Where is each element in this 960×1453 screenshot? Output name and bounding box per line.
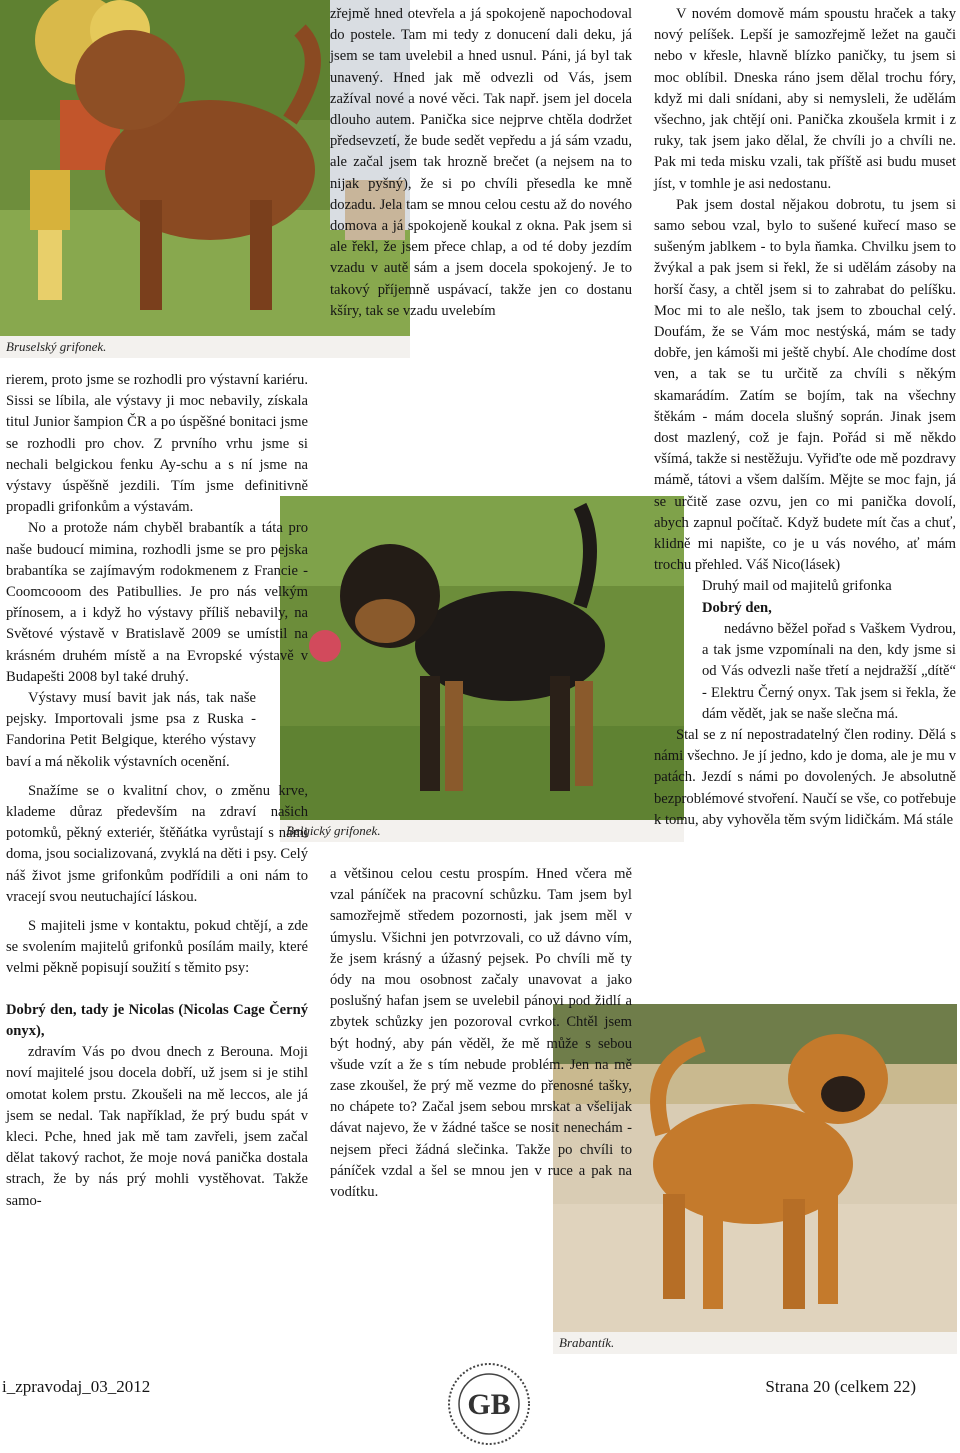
paragraph: rierem, proto jsme se rozhodli pro výstavní kariéru. Sissi se líbila, ale výstavy ji moc nebavily, získala titul Junior šampion ČR a po úspěšné bonitaci jsme se rozhodli pro chov. Z prvního vrhu jsme si nechali belgickou fenku Ay-schu a s ní jsme na výstavy úspěšně jezdili. Tím jsme definitivně propadli grifonkům a výstavám.: [6, 372, 308, 516]
text-column-2-bottom: [330, 864, 632, 1203]
club-logo: [445, 1360, 533, 1448]
paragraph: zřejmě hned otevřela a já spokojeně napochodoval do postele. Tam mi tedy z donucení dali deku, já jsem se tam uvelebil a hned usnul. Páni, já byl tak unavený. Hned jak mě odvezli od Vás, jsem zažíval nové a nové věci. Tak např. jsem jel docela dlouho autem. Panička sice nejprve chtěla dodržet předsevzetí, že bude sedět vepředu a já sám vzadu, ale začal jsem tak hrozně brečet (a nejsem na to nijak pyšný), že si po chvíli přesedla ke mně dozadu. Jela tam se mnou celou cestu až do nového domova a já spokojeně koukal z okna. Pak jsem si ale řekl, že jsem přece chlap, a od té doby jezdím vzadu v autě sám a jsem docela spokojený. Je to takový příjemně uspávací, takže jen co dostanu kšíry, tak se vzadu uvelebím: [330, 6, 632, 319]
paragraph: Druhý mail od majitelů grifonka: [702, 578, 892, 595]
footer-issue-name: i_zpravodaj_03_2012: [2, 1377, 151, 1396]
paragraph: Stal se z ní nepostradatelný člen rodiny. Dělá s námi všechno. Je jí jedno, kdo je doma, ale je mu v patách. Jezdí s námi po dovolených. Je absolutně bezproblémové stvoření. Naučí se vše, co potřebuje k tomu, aby vyhověla těm svým lidičkám. Má stále: [654, 726, 956, 828]
email-heading: Dobrý den,: [702, 599, 772, 616]
paragraph: nedávno běžel pořad s Vaškem Vydrou, a tak jsme vzpomínali na den, kdy jsme si od Vás odvezli naše třetí a nejdražší „dítě“ - Elektru Černý onyx. Tak jsem si řekla, že dám vědět, jak se naše slečna má.: [702, 620, 956, 722]
photo-caption: Belgický grifonek.: [280, 820, 684, 842]
email-heading: Dobrý den, tady je Nicolas (Nicolas Cage Černý onyx),: [6, 1001, 308, 1039]
paragraph: S majiteli jsme v kontaktu, pokud chtějí, a zde se svolením majitelů grifonků posílám maily, které velmi pěkně popisují soužití s těmito psy:: [6, 918, 308, 977]
paragraph: Snažíme se o kvalitní chov, o změnu krve, klademe důraz především na zdraví našich potomků, pěkný exteriér, štěňátka vyrůstají s námi doma, jsou socializovaná, zvyklá na děti i psy. Celý náš život jsme grifonkům podřídili a oni nám to vracejí svou neutuchající láskou.: [6, 782, 308, 905]
paragraph: V novém domově mám spoustu hraček a taky nový pelíšek. Lepší je samozřejmě ležet na gauči nebo v křesle, hlavně blízko paničky, tu jsem si moc oblíbil. Dneska ráno jsem dělal trochu fóry, když mi dali snídani, aby si nemysleli, že udělám všechno, jak chtějí oni. Panička zkoušela krmit i z ruky, tak jsem jako dělal, že chvíli jo a chvíli ne. Pak mi teda misku vzali, tak příště asi budu muset jíst, v tomhle je asi nedostanu.: [654, 6, 956, 192]
text-column-1: [6, 370, 308, 1212]
photo-caption: Bruselský grifonek.: [0, 336, 410, 358]
paragraph: zdravím Vás po dvou dnech z Berouna. Moji noví majitelé jsou docela dobří, už jsem si je stihl omotat kolem prstu. Zkoušeli na mě leccos, ale já jsem se nedal. Tak například, že prý budu spát v kleci. Pche, hned jak mě tam zavřeli, jsem začal dělat takový rachot, že moje nová panička dostala strach, že by nás prý mohli vystěhovat. Takže samo-: [6, 1044, 308, 1209]
footer-page-number: Strana 20 (celkem 22): [765, 1377, 916, 1396]
text-column-3: [654, 4, 956, 831]
photo-belgian-griffon: [280, 496, 684, 842]
photo-caption: Brabantík.: [553, 1332, 957, 1354]
club-logo-icon: [445, 1360, 533, 1448]
text-column-2-top: [330, 4, 632, 322]
belgian-griffon-image: [280, 496, 684, 842]
paragraph: Výstavy musí bavit jak nás, tak naše pejsky. Importovali jsme psa z Ruska - Fandorina Petit Belgique, kterého výstavy baví a má několik výstavních ocenění.: [6, 690, 256, 770]
paragraph: Pak jsem dostal nějakou dobrotu, tu jsem si samo sebou vzal, bylo to sušené kuřecí maso se sušeným jablkem - to byla ňamka. Chvilku jsem to žvýkal a pak jsem si řekl, že si udělám zásoby na horší časy, a chtěl jsem si to zahrabat do pelíšku. Moc mi to ale nešlo, tak jsem to zbouchal celý. Doufám, že se Vám moc nestýská, mám se tady dobře, jen kámoši mi ještě chybí. Ale chodíme dost ven, a tak se tu určitě za chvíli s někým skamarádím. Zatím se bojím, tak na všechny štěkám - mám docela slušný soprán. Jinak jsem dost mazlený, což je fajn. Pořád si mě někdo všímá, takže si nestěžuju. Vyřiďte ode mě pozdravy mámě, tátovi a všem dalším. Mějte se moc fajn, já se určitě zase ozvu, jen co mi panička dovolí, abych zapnul počítač. Když budete mít čas a chuť, klidně mi napište, co je u vás nového, ať mám trochu přehled. Váš Nico(lásek): [654, 196, 956, 574]
paragraph: No a protože nám chyběl brabantík a táta pro naše budoucí mimina, rozhodli jsme se pro pejska brabantíka se zajímavým rodokmenem z Francie - Coomcooom des Patibullies. Je pro nás velkým přínosem, a i když ho výstavy příliš nebavily, na Světové výstavě v Bratislavě 2009 se umístil na krásném druhém místě a na Evropské výstavě v Budapešti 2008 byl také druhý.: [6, 520, 308, 685]
logo-letters: GB: [467, 1388, 511, 1421]
paragraph: a většinou celou cestu prospím. Hned včera mě vzal páníček na pracovní schůzku. Tam jsem byl samozřejmě středem pozornosti, jak jsem měl v úmyslu. Všichni jen potvrzovali, co už dávno vím, že jsem krásný a úžasný pejsek. Po chvíli mě ty ódy na mou osobnost začaly unavovat a jako poslušný hafan jsem se uvelebil pánovi pod židlí a zbytek schůzky jen pozoroval cvrkot. Chtěl jsem být hodný, aby pán věděl, že mě může s sebou všude vzít a že s tím nebude problém. Jen na mě zase zkoušel, že prý mě vezme do přenosné tašky, no chápete to? Začal jsem sebou mrskat a všelijak dávat najevo, že v žádné tašce se nosit nenechám - nejsem přeci žádná slečinka. Takže po chvíli to páníček vzdal a šel se mnou jen v ruce a pak na vodítku.: [330, 866, 632, 1201]
